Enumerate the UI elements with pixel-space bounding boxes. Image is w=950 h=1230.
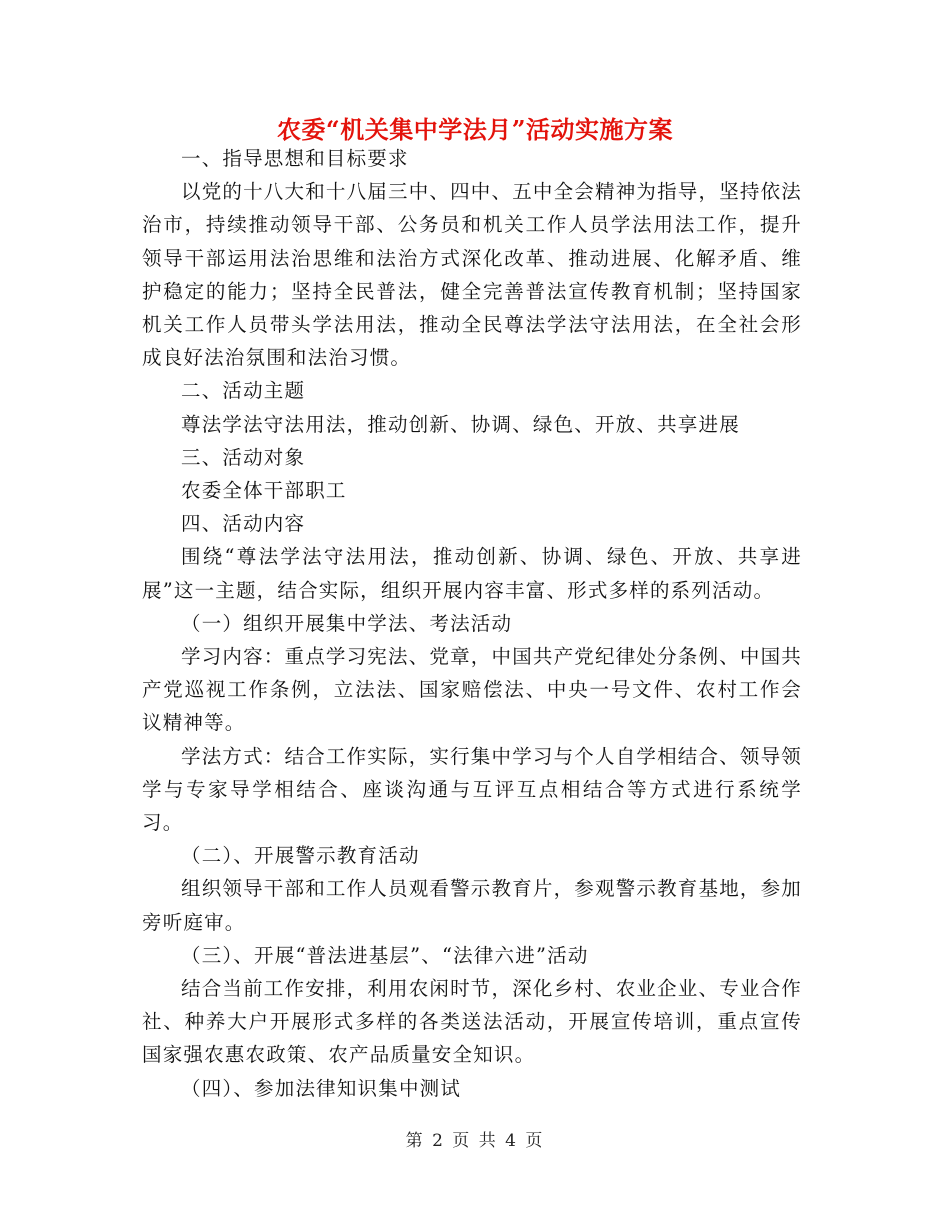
section-heading: 一、指导思想和目标要求 (181, 147, 409, 170)
body-paragraph: 学习内容：重点学习宪法、党章，中国共产党纪律处分条例、中国共产党巡视工作条例，立法法、国家赔偿法、中央一号文件、农村工作会议精神等。 (142, 645, 803, 735)
document-body (142, 142, 802, 1105)
body-paragraph: 尊法学法守法用法，推动创新、协调、绿色、开放、共享进展 (181, 412, 740, 436)
body-paragraph: 农委全体干部职工 (181, 479, 347, 503)
body-paragraph: 以党的十八大和十八届三中、四中、五中全会精神为指导，坚持依法治市，持续推动领导干部、公务员和机关工作人员学法用法工作，提升领导干部运用法治思维和法治方式深化改革、推动进展、化解矛盾、维护稳定的能力；坚持全民普法，健全完善普法宣传教育机制；坚持国家机关工作人员带头学法用法，推动全民尊法学法守法用法，在全社会形成良好法治氛围和法治习惯。 (142, 180, 803, 370)
subsection-heading: （一）组织开展集中学法、考法活动 (181, 611, 513, 635)
document-title: 农委“机关集中学法月”活动实施方案 (276, 115, 674, 144)
subsection-heading: （二）、开展警示教育活动 (181, 844, 420, 868)
section-heading: 二、活动主题 (181, 379, 306, 403)
body-paragraph: 围绕“尊法学法守法用法，推动创新、协调、绿色、开放、共享进展”这一主题，结合实际，组织开展内容丰富、形式多样的系列活动。 (142, 545, 802, 602)
body-paragraph: 结合当前工作安排，利用农闲时节，深化乡村、农业企业、专业合作社、种养大户开展形式多样的各类送法活动，开展宣传培训，重点宣传国家强农惠农政策、农产品质量安全知识。 (142, 977, 803, 1067)
subsection-heading: （四）、参加法律知识集中测试 (181, 1076, 462, 1100)
section-heading: 四、活动内容 (181, 512, 306, 536)
section-heading: 三、活动对象 (181, 445, 306, 469)
body-paragraph: 组织领导干部和工作人员观看警示教育片，参观警示教育基地，参加旁听庭审。 (142, 877, 803, 934)
body-paragraph: 学法方式：结合工作实际，实行集中学习与个人自学相结合、领导领学与专家导学相结合、座谈沟通与互评互点相结合等方式进行系统学习。 (142, 744, 803, 835)
page-number: 第 2 页 共 4 页 (405, 1131, 545, 1151)
subsection-heading: （三）、开展“普法进基层”、“法律六进”活动 (181, 943, 589, 967)
